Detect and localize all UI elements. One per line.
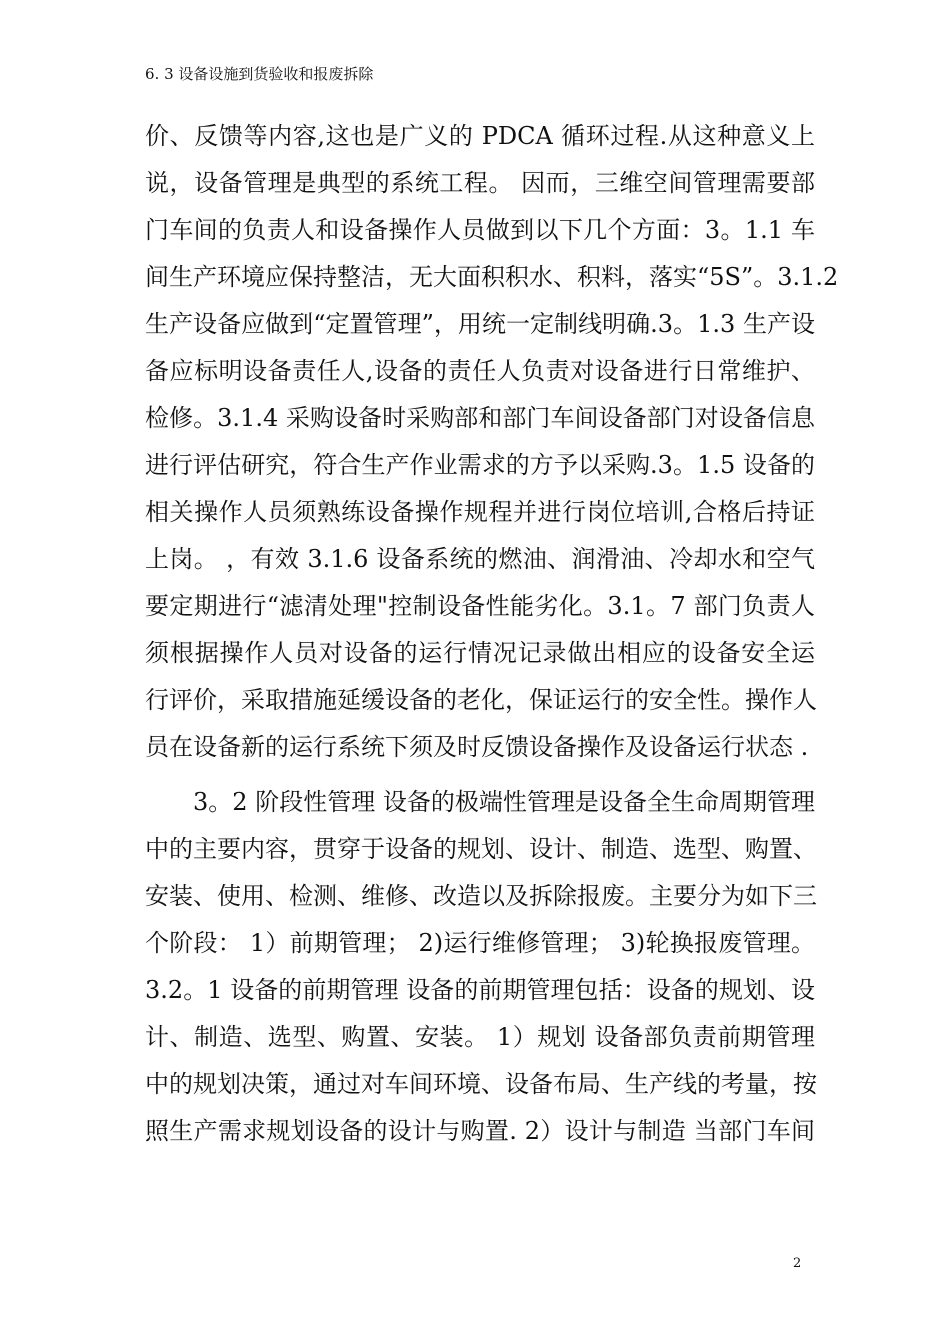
text-line: 计、制造、选型、购置、安装。 1）规划 设备部负责前期管理 (145, 1023, 815, 1051)
text-line: 要定期进行“滤清处理"控制设备性能劣化。3.1。7 部门负责人 (145, 592, 815, 620)
body-text (145, 120, 839, 1162)
text-line: 须根据操作人员对设备的运行情况记录做出相应的设备安全运 (145, 639, 815, 667)
text-line: 个阶段： 1）前期管理； 2)运行维修管理； 3)轮换报废管理。 (145, 929, 815, 957)
text-line: 备应标明设备责任人,设备的责任人负责对设备进行日常维护、 (145, 357, 815, 385)
text-line: 中的主要内容，贯穿于设备的规划、设计、制造、选型、购置、 (145, 835, 817, 863)
text-line: 相关操作人员须熟练设备操作规程并进行岗位培训,合格后持证 (145, 498, 815, 526)
text-line: 检修。3.1.4 采购设备时采购部和部门车间设备部门对设备信息 (145, 404, 815, 432)
page-number: 2 (793, 1256, 802, 1271)
text-line: 中的规划决策，通过对车间环境、设备布局、生产线的考量，按 (145, 1070, 817, 1098)
text-line: 员在设备新的运行系统下须及时反馈设备操作及设备运行状态 . (145, 733, 809, 761)
text-line: 间生产环境应保持整洁，无大面积积水、积料，落实“5S”。3.1.2 (145, 263, 839, 291)
text-line: 价、反馈等内容,这也是广义的 PDCA 循环过程.从这种意义上 (145, 122, 815, 150)
text-line: 生产设备应做到“定置管理”，用统一定制线明确.3。1.3 生产设 (145, 310, 815, 338)
text-line: 说，设备管理是典型的系统工程。 因而，三维空间管理需要部 (145, 169, 815, 197)
running-header: 6. 3 设备设施到货验收和报废拆除 (145, 65, 374, 83)
paragraph-1 (145, 120, 839, 778)
text-line: 门车间的负责人和设备操作人员做到以下几个方面：3。1.1 车 (145, 216, 815, 244)
text-line: 安装、使用、检测、维修、改造以及拆除报废。主要分为如下三 (145, 882, 817, 910)
text-line: 进行评估研究，符合生产作业需求的方予以采购.3。1.5 设备的 (145, 451, 815, 479)
paragraph-gap (145, 778, 815, 786)
text-line: 上岗。 ，有效 3.1.6 设备系统的燃油、润滑油、冷却水和空气 (145, 545, 815, 573)
paragraph-2 (145, 786, 815, 1162)
text-line: 3.2。1 设备的前期管理 设备的前期管理包括：设备的规划、设 (145, 976, 815, 1004)
text-line: 3。2 阶段性管理 设备的极端性管理是设备全生命周期管理 (193, 788, 815, 816)
text-line: 照生产需求规划设备的设计与购置. 2）设计与制造 当部门车间 (145, 1117, 815, 1145)
text-line: 行评价，采取措施延缓设备的老化，保证运行的安全性。操作人 (145, 686, 817, 714)
